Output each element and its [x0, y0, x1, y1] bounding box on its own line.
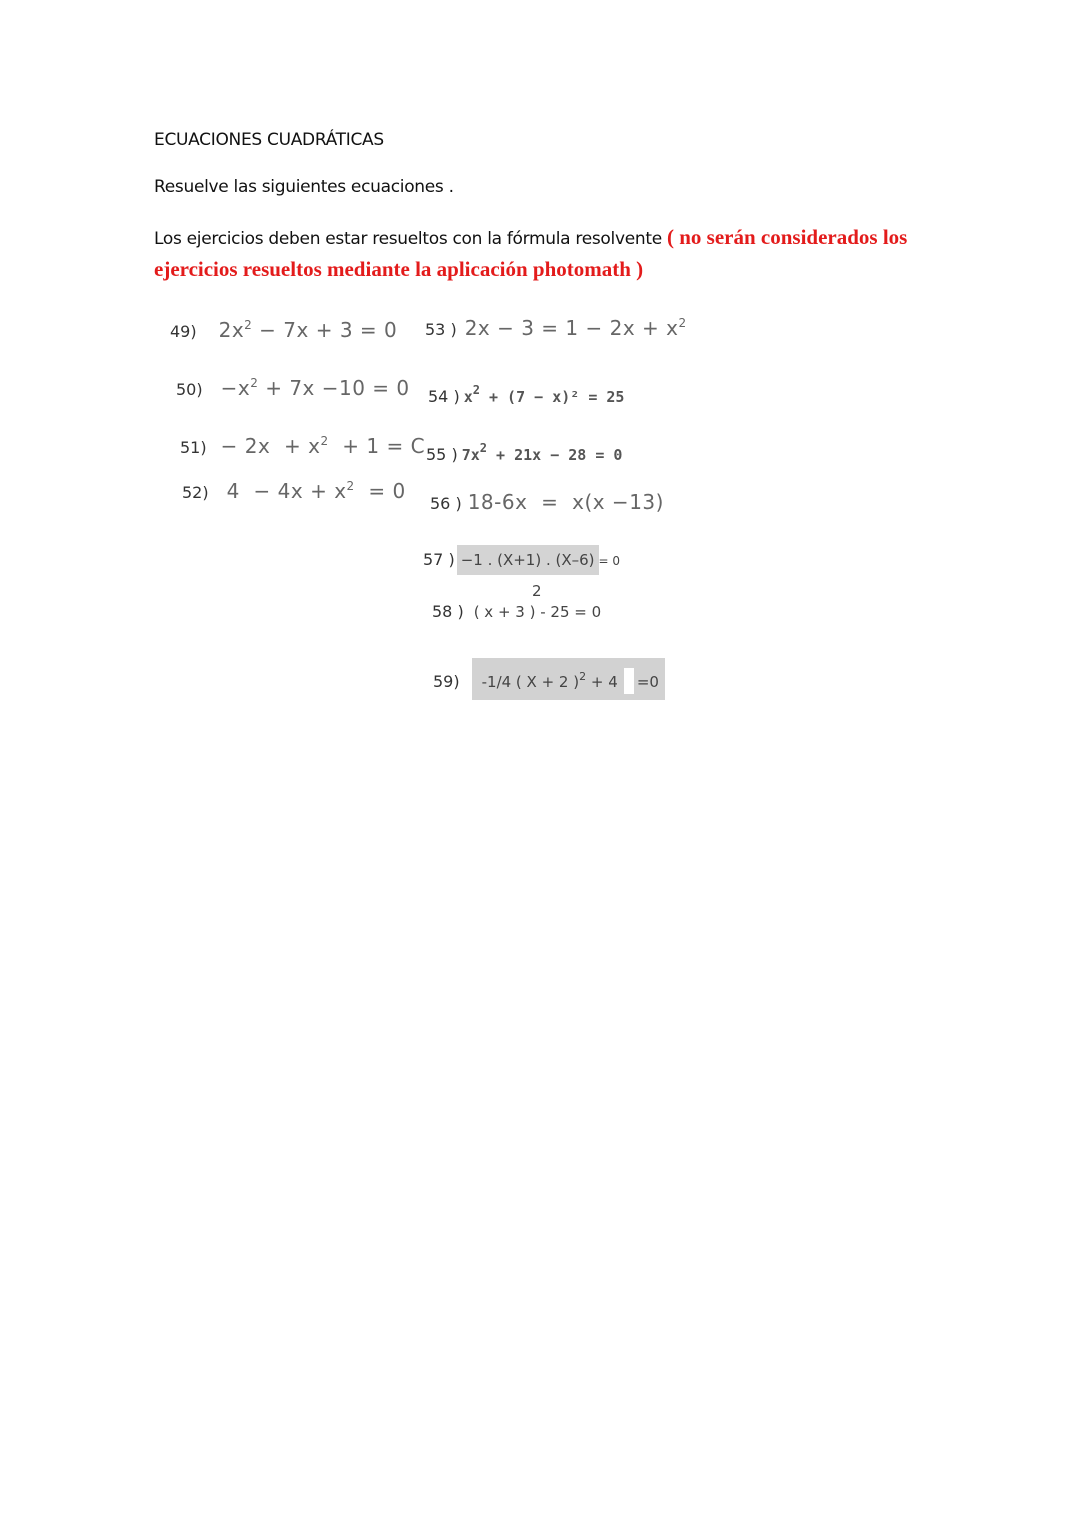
exercise-number: 58 )	[432, 602, 464, 621]
exercise-57	[423, 545, 620, 575]
exercise-56	[430, 490, 664, 514]
equation: $4 - 4x + x^2 = 0$	[226, 479, 406, 503]
exercise-52	[182, 479, 406, 503]
exponent: 2	[532, 582, 542, 600]
exercise-number: 50)	[176, 380, 203, 399]
equation: ( x + 3 ) - 25 = 0	[473, 603, 602, 621]
requirement-text: Los ejercicios deben estar resueltos con la fórmula resolvente	[154, 229, 667, 249]
exercise-50	[176, 376, 410, 400]
exercise-number: 57 )	[423, 550, 455, 569]
exercise-number: 53 )	[425, 320, 457, 339]
photomath-warning: ( no serán considerados los ejercicios resueltos mediante la aplicación photomath )	[154, 225, 908, 281]
exercise-51	[180, 434, 425, 458]
equation: -1/4 ( X + 2 )$^2$ + 4 =0	[481, 670, 659, 691]
exercise-49	[170, 318, 397, 342]
equation: $2x - 3 = 1 - 2x + x^2$	[464, 316, 687, 340]
exercise-number: 59)	[433, 672, 460, 691]
exercise-53	[425, 316, 687, 340]
exercise-54	[428, 383, 624, 406]
requirement-paragraph	[154, 222, 934, 286]
equation: $7x^2 + 21x - 28 = 0$	[461, 441, 623, 464]
exercise-number: 55 )	[426, 445, 458, 464]
instruction-text: Resuelve las siguientes ecuaciones .	[154, 177, 454, 197]
exercise-number: 49)	[170, 322, 197, 341]
exercise-58	[432, 602, 601, 621]
exercise-number: 51)	[180, 438, 207, 457]
equation: 18-6x = x(x −13)	[467, 490, 664, 514]
equation: − $2x + x^2 + 1 = C$	[220, 434, 426, 458]
exercise-number: 56 )	[430, 494, 462, 513]
page-title: ECUACIONES CUADRÁTICAS	[154, 130, 384, 150]
exercise-number: 52)	[182, 483, 209, 502]
equation: $x^2 + (7 - x)^2 = 25$	[463, 383, 625, 406]
equation-rhs: = 0	[598, 554, 621, 568]
exercise-59	[433, 670, 659, 691]
equation: $-x^2 + 7x -10 = 0$	[220, 376, 410, 400]
exercise-55	[426, 441, 622, 464]
equation: −1 . (X+1) . (X–6)	[457, 545, 599, 575]
exercise-number: 54 )	[428, 387, 460, 406]
equation: $2x^2 - 7x + 3 = 0$	[218, 318, 398, 342]
